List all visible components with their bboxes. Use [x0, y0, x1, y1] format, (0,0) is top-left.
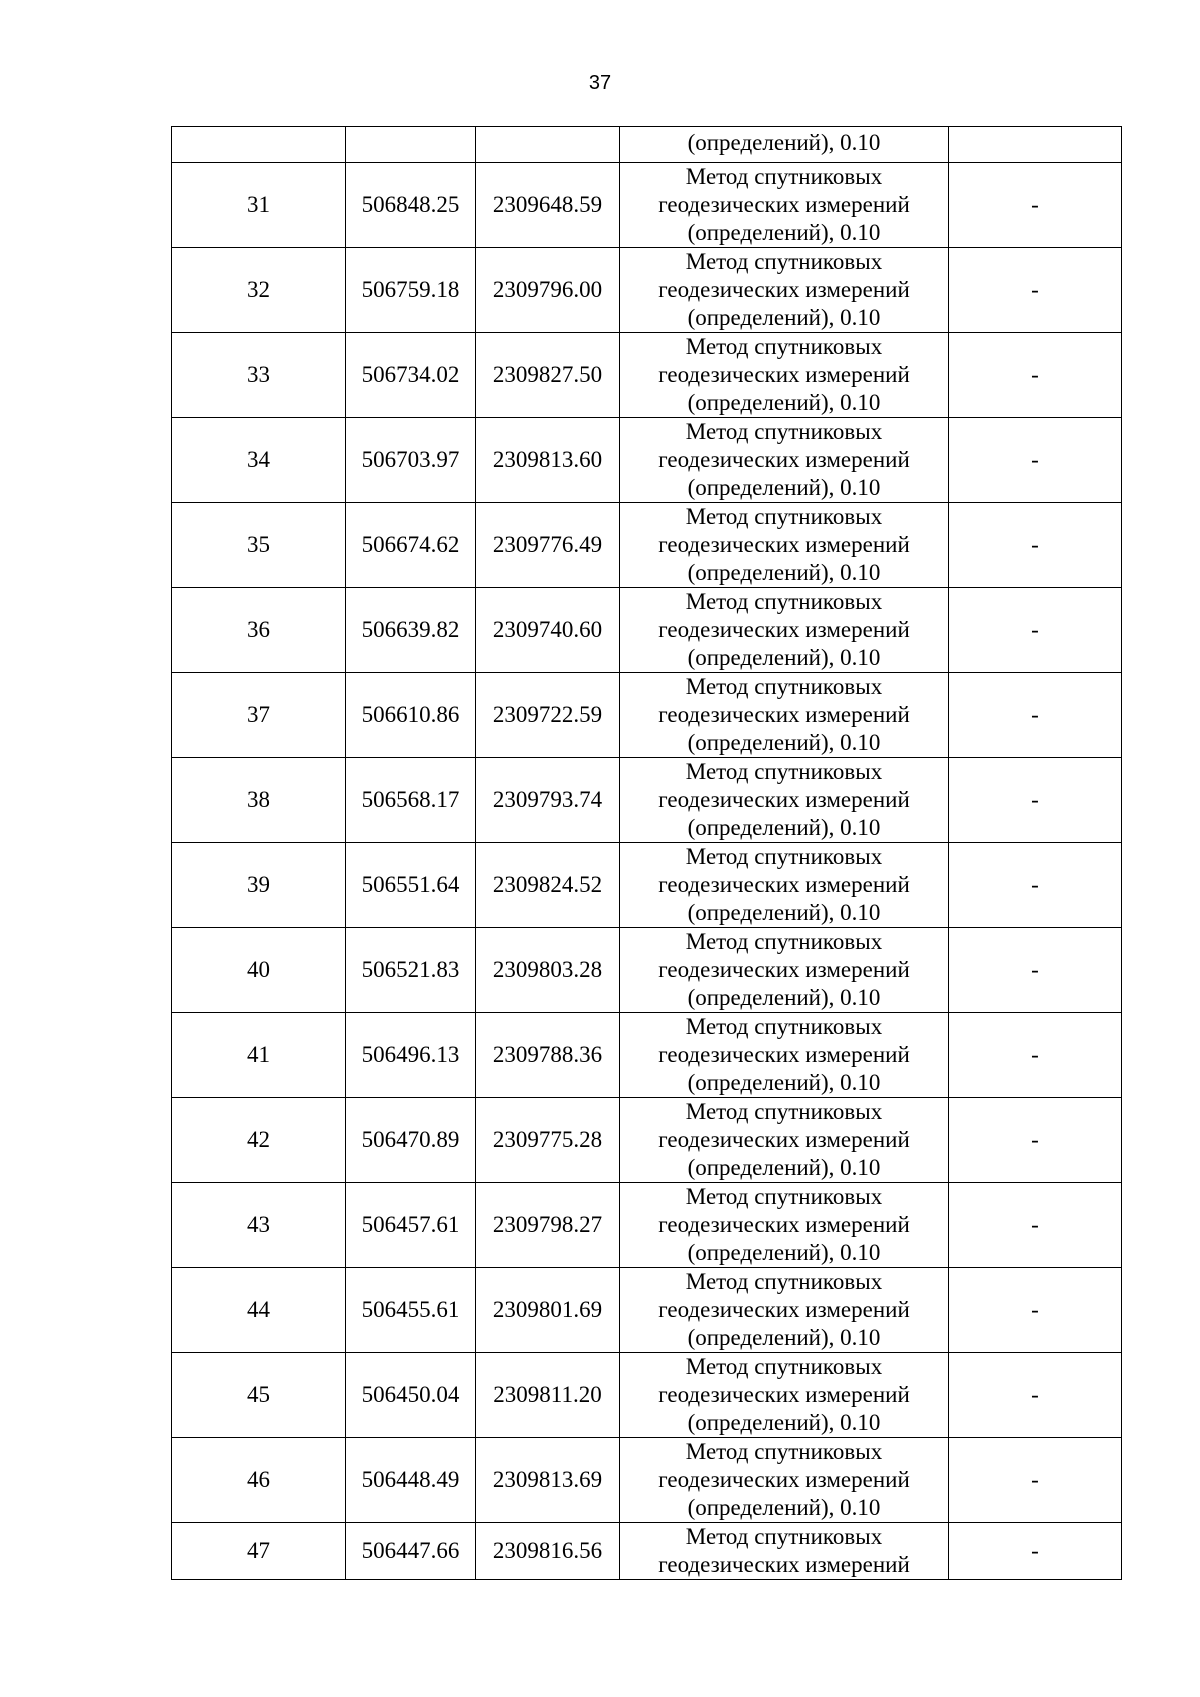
- method-line-2: геодезических измерений: [658, 957, 910, 982]
- page-number: 37: [588, 72, 612, 94]
- method-line-3: (определений), 0.10: [687, 560, 881, 585]
- method-line-2: геодезических измерений: [658, 1382, 910, 1407]
- method-line-3: (определений), 0.10: [687, 900, 881, 925]
- y-coordinate-cell: 2309788.36: [476, 1013, 620, 1098]
- description-cell: -: [949, 163, 1122, 248]
- method-cell: [620, 1098, 949, 1183]
- method-line-3: (определений), 0.10: [687, 220, 881, 245]
- table-row: [172, 1013, 1122, 1098]
- table-row: [172, 1183, 1122, 1268]
- description-cell: -: [949, 1098, 1122, 1183]
- method-cell: [620, 1013, 949, 1098]
- method-line-1: Метод спутниковых: [685, 589, 883, 614]
- method-cell: [620, 503, 949, 588]
- table-row: [172, 928, 1122, 1013]
- x-coordinate-cell: 506470.89: [346, 1098, 476, 1183]
- x-coordinate-cell: 506674.62: [346, 503, 476, 588]
- method-cell: [620, 248, 949, 333]
- x-coordinate-cell: 506496.13: [346, 1013, 476, 1098]
- method-line-1: Метод спутниковых: [685, 1269, 883, 1294]
- method-cell: [620, 1353, 949, 1438]
- table-row: [172, 673, 1122, 758]
- table-row: [172, 418, 1122, 503]
- y-coordinate-cell: 2309803.28: [476, 928, 620, 1013]
- method-line-3: (определений), 0.10: [687, 815, 881, 840]
- point-number-cell: 34: [172, 418, 346, 503]
- method-line-1: Метод спутниковых: [685, 759, 883, 784]
- x-coordinate-cell: 506521.83: [346, 928, 476, 1013]
- method-line-3: (определений), 0.10: [687, 645, 881, 670]
- method-cell: [620, 1183, 949, 1268]
- point-number-cell: 47: [172, 1523, 346, 1580]
- method-cell: [620, 673, 949, 758]
- description-cell: -: [949, 1183, 1122, 1268]
- method-line-1: Метод спутниковых: [685, 164, 883, 189]
- method-line-3: (определений), 0.10: [687, 1155, 881, 1180]
- point-number-cell: 43: [172, 1183, 346, 1268]
- x-coordinate-cell: 506848.25: [346, 163, 476, 248]
- y-coordinate-cell: 2309740.60: [476, 588, 620, 673]
- method-line-1: Метод спутниковых: [685, 334, 883, 359]
- method-line-1: Метод спутниковых: [685, 504, 883, 529]
- description-cell: -: [949, 503, 1122, 588]
- method-line-3: (определений), 0.10: [687, 475, 881, 500]
- x-coordinate-cell: 506759.18: [346, 248, 476, 333]
- table-row: [172, 1268, 1122, 1353]
- description-cell: [949, 127, 1122, 163]
- method-cell: [620, 1438, 949, 1523]
- method-line-3: (определений), 0.10: [687, 1240, 881, 1265]
- y-coordinate-cell: 2309813.69: [476, 1438, 620, 1523]
- description-cell: -: [949, 1353, 1122, 1438]
- point-number-cell: 33: [172, 333, 346, 418]
- method-cell: [620, 588, 949, 673]
- y-coordinate-cell: 2309801.69: [476, 1268, 620, 1353]
- method-line-1: Метод спутниковых: [685, 929, 883, 954]
- method-cell: [620, 1268, 949, 1353]
- x-coordinate-cell: 506447.66: [346, 1523, 476, 1580]
- y-coordinate-cell: 2309796.00: [476, 248, 620, 333]
- method-line-2: геодезических измерений: [658, 192, 910, 217]
- point-number-cell: 44: [172, 1268, 346, 1353]
- description-cell: -: [949, 1523, 1122, 1580]
- coordinates-table-body: [172, 127, 1122, 1580]
- y-coordinate-cell: 2309827.50: [476, 333, 620, 418]
- description-cell: -: [949, 588, 1122, 673]
- x-coordinate-cell: 506610.86: [346, 673, 476, 758]
- method-line-2: геодезических измерений: [658, 362, 910, 387]
- y-coordinate-cell: 2309775.28: [476, 1098, 620, 1183]
- method-cell: [620, 758, 949, 843]
- method-line-2: геодезических измерений: [658, 1127, 910, 1152]
- method-cell: [620, 1523, 949, 1580]
- table-row: [172, 503, 1122, 588]
- description-cell: -: [949, 418, 1122, 503]
- point-number-cell: 31: [172, 163, 346, 248]
- y-coordinate-cell: 2309813.60: [476, 418, 620, 503]
- method-line-3: (определений), 0.10: [687, 985, 881, 1010]
- y-coordinate-cell: [476, 127, 620, 163]
- description-cell: -: [949, 248, 1122, 333]
- point-number-cell: 36: [172, 588, 346, 673]
- method-line-3: (определений), 0.10: [687, 1325, 881, 1350]
- method-line-2: геодезических измерений: [658, 1297, 910, 1322]
- table-row: [172, 1523, 1122, 1580]
- method-line-1: Метод спутниковых: [685, 674, 883, 699]
- table-row: [172, 163, 1122, 248]
- point-number-cell: 41: [172, 1013, 346, 1098]
- point-number-cell: 39: [172, 843, 346, 928]
- table-row-continued: [172, 127, 1122, 163]
- x-coordinate-cell: 506457.61: [346, 1183, 476, 1268]
- method-cell: [620, 333, 949, 418]
- table-row: [172, 333, 1122, 418]
- description-cell: -: [949, 673, 1122, 758]
- y-coordinate-cell: 2309648.59: [476, 163, 620, 248]
- x-coordinate-cell: 506448.49: [346, 1438, 476, 1523]
- description-cell: -: [949, 1438, 1122, 1523]
- method-line-1: Метод спутниковых: [685, 844, 883, 869]
- x-coordinate-cell: 506551.64: [346, 843, 476, 928]
- method-line-3: (определений), 0.10: [687, 1410, 881, 1435]
- method-line-1: Метод спутниковых: [685, 1184, 883, 1209]
- method-line-2: геодезических измерений: [658, 447, 910, 472]
- method-line-1: Метод спутниковых: [685, 1439, 883, 1464]
- table-row: [172, 248, 1122, 333]
- method-line-2: геодезических измерений: [658, 872, 910, 897]
- method-line-2: геодезических измерений: [658, 1212, 910, 1237]
- method-line-3: (определений), 0.10: [687, 130, 881, 155]
- method-line-3: (определений), 0.10: [687, 390, 881, 415]
- table-row: [172, 1353, 1122, 1438]
- method-line-2: геодезических измерений: [658, 1042, 910, 1067]
- point-number-cell: 37: [172, 673, 346, 758]
- point-number-cell: 46: [172, 1438, 346, 1523]
- method-line-2: геодезических измерений: [658, 1467, 910, 1492]
- y-coordinate-cell: 2309824.52: [476, 843, 620, 928]
- y-coordinate-cell: 2309776.49: [476, 503, 620, 588]
- method-cell: [620, 928, 949, 1013]
- method-cell: [620, 163, 949, 248]
- point-number-cell: 32: [172, 248, 346, 333]
- coordinates-table: [171, 126, 1122, 1580]
- method-line-2: геодезических измерений: [658, 532, 910, 557]
- method-cell: [620, 127, 949, 163]
- method-cell: [620, 843, 949, 928]
- x-coordinate-cell: 506734.02: [346, 333, 476, 418]
- point-number-cell: [172, 127, 346, 163]
- point-number-cell: 35: [172, 503, 346, 588]
- description-cell: -: [949, 333, 1122, 418]
- x-coordinate-cell: 506568.17: [346, 758, 476, 843]
- table-row: [172, 843, 1122, 928]
- table-row: [172, 1438, 1122, 1523]
- point-number-cell: 40: [172, 928, 346, 1013]
- method-line-2: геодезических измерений: [658, 617, 910, 642]
- y-coordinate-cell: 2309816.56: [476, 1523, 620, 1580]
- method-line-3: (определений), 0.10: [687, 1070, 881, 1095]
- method-line-1: Метод спутниковых: [685, 1354, 883, 1379]
- method-line-1: Метод спутниковых: [685, 419, 883, 444]
- point-number-cell: 42: [172, 1098, 346, 1183]
- description-cell: -: [949, 928, 1122, 1013]
- method-line-1: Метод спутниковых: [685, 1099, 883, 1124]
- table-row: [172, 758, 1122, 843]
- y-coordinate-cell: 2309798.27: [476, 1183, 620, 1268]
- method-line-3: (определений), 0.10: [687, 1495, 881, 1520]
- method-line-3: (определений), 0.10: [687, 305, 881, 330]
- method-cell: [620, 418, 949, 503]
- x-coordinate-cell: 506703.97: [346, 418, 476, 503]
- method-line-1: Метод спутниковых: [685, 1524, 883, 1549]
- method-line-3: (определений), 0.10: [687, 730, 881, 755]
- method-line-2: геодезических измерений: [658, 702, 910, 727]
- y-coordinate-cell: 2309811.20: [476, 1353, 620, 1438]
- method-line-2: геодезических измерений: [658, 277, 910, 302]
- description-cell: -: [949, 758, 1122, 843]
- method-line-1: Метод спутниковых: [685, 249, 883, 274]
- method-line-2: геодезических измерений: [658, 787, 910, 812]
- x-coordinate-cell: 506455.61: [346, 1268, 476, 1353]
- table-row: [172, 1098, 1122, 1183]
- description-cell: -: [949, 1013, 1122, 1098]
- y-coordinate-cell: 2309793.74: [476, 758, 620, 843]
- method-line-2: геодезических измерений: [658, 1552, 910, 1577]
- method-line-1: Метод спутниковых: [685, 1014, 883, 1039]
- x-coordinate-cell: [346, 127, 476, 163]
- x-coordinate-cell: 506639.82: [346, 588, 476, 673]
- point-number-cell: 45: [172, 1353, 346, 1438]
- table-row: [172, 588, 1122, 673]
- y-coordinate-cell: 2309722.59: [476, 673, 620, 758]
- description-cell: -: [949, 843, 1122, 928]
- x-coordinate-cell: 506450.04: [346, 1353, 476, 1438]
- description-cell: -: [949, 1268, 1122, 1353]
- point-number-cell: 38: [172, 758, 346, 843]
